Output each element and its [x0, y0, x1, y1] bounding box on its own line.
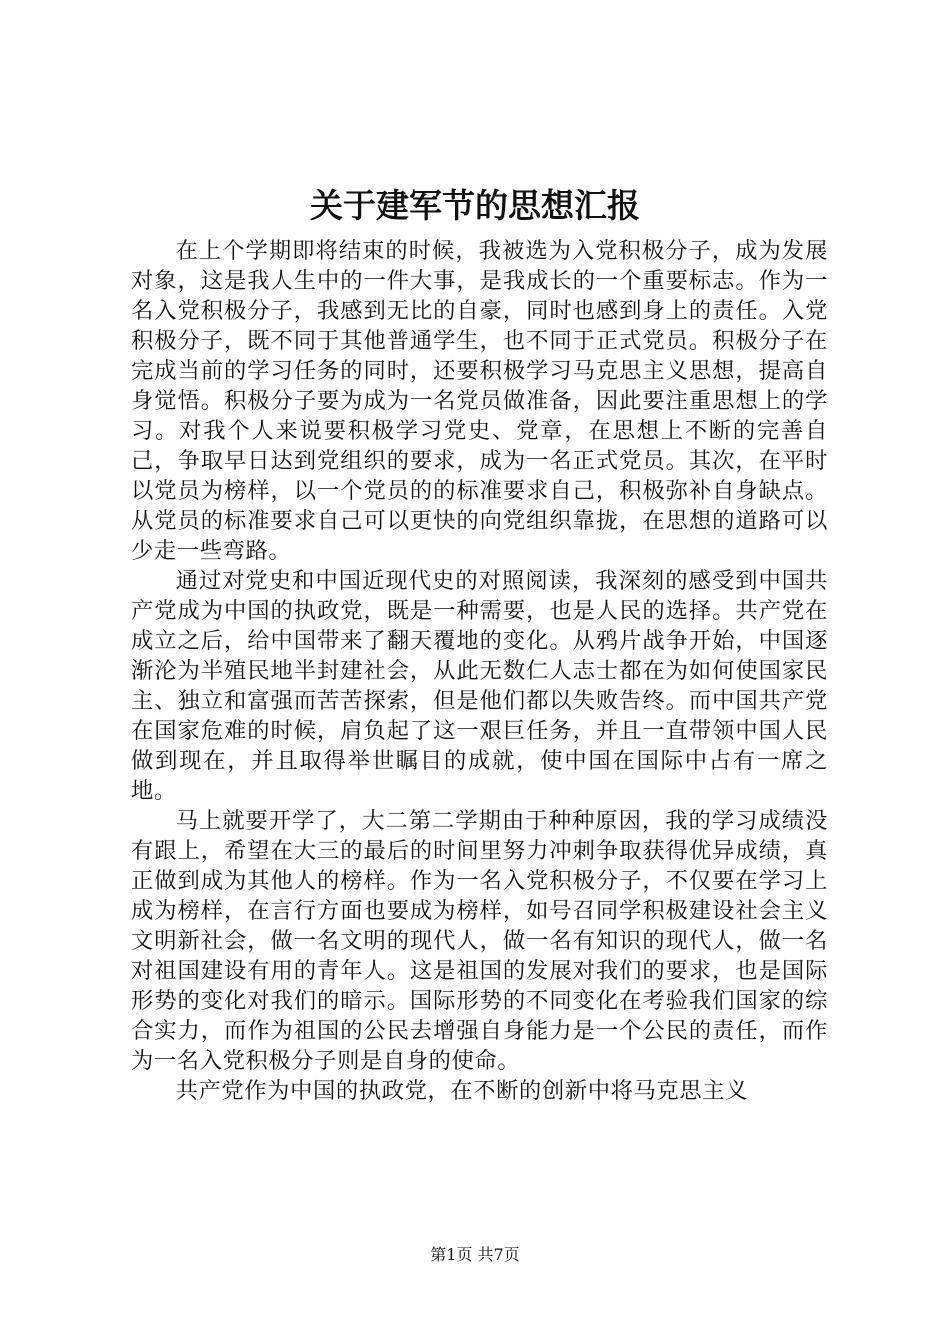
paragraph-4: 共产党作为中国的执政党，在不断的创新中将马克思主义: [175, 1078, 749, 1104]
paragraph-3: 马上就要开学了，大二第二学期由于种种原因，我的学习成绩没有跟上，希望在大三的最后的时间里努力冲刺争取获得优异成绩，真正做到成为其他人的榜样。作为一名入党积极分子，不仅要在学习上成为榜样，在言行方面也要成为榜样，如号召同学积极建设社会主义文明新社会，做一名文明的现代人，做一名有知识的现代人，做一名对祖国建设有用的青年人。这是祖国的发展对我们的要求，也是国际形势的变化对我们的暗示。国际形势的不同变化在考验我们国家的综合实力，而作为祖国的公民去增强自身能力是一个公民的责任，而作为一名入党积极分子则是自身的使命。: [131, 808, 828, 1074]
document-body: [131, 236, 828, 1106]
page-number-footer: 第1页 共7页: [430, 1245, 520, 1264]
document-title: 关于建军节的思想汇报: [310, 186, 640, 225]
paragraph-1: 在上个学期即将结束的时候，我被选为入党积极分子，成为发展对象，这是我人生中的一件大事，是我成长的一个重要标志。作为一名入党积极分子，我感到无比的自豪，同时也感到身上的责任。入党积极分子，既不同于其他普通学生，也不同于正式党员。积极分子在完成当前的学习任务的同时，还要积极学习马克思主义思想，提高自身觉悟。积极分子要为成为一名党员做准备，因此要注重思想上的学习。对我个人来说要积极学习党史、党章，在思想上不断的完善自己，争取早日达到党组织的要求，成为一名正式党员。其次，在平时以党员为榜样，以一个党员的的标准要求自己，积极弥补自身缺点。从党员的标准要求自己可以更快的向党组织靠拢，在思想的道路可以少走一些弯路。: [131, 238, 828, 564]
paragraph-2: 通过对党史和中国近现代史的对照阅读，我深刻的感受到中国共产党成为中国的执政党，既是一种需要，也是人民的选择。共产党在成立之后，给中国带来了翻天覆地的变化。从鸦片战争开始，中国逐渐沦为半殖民地半封建社会，从此无数仁人志士都在为如何使国家民主、独立和富强而苦苦探索，但是他们都以失败告终。而中国共产党在国家危难的时候，肩负起了这一艰巨任务，并且一直带领中国人民做到现在，并且取得举世瞩目的成就，使中国在国际中占有一席之地。: [131, 568, 828, 804]
